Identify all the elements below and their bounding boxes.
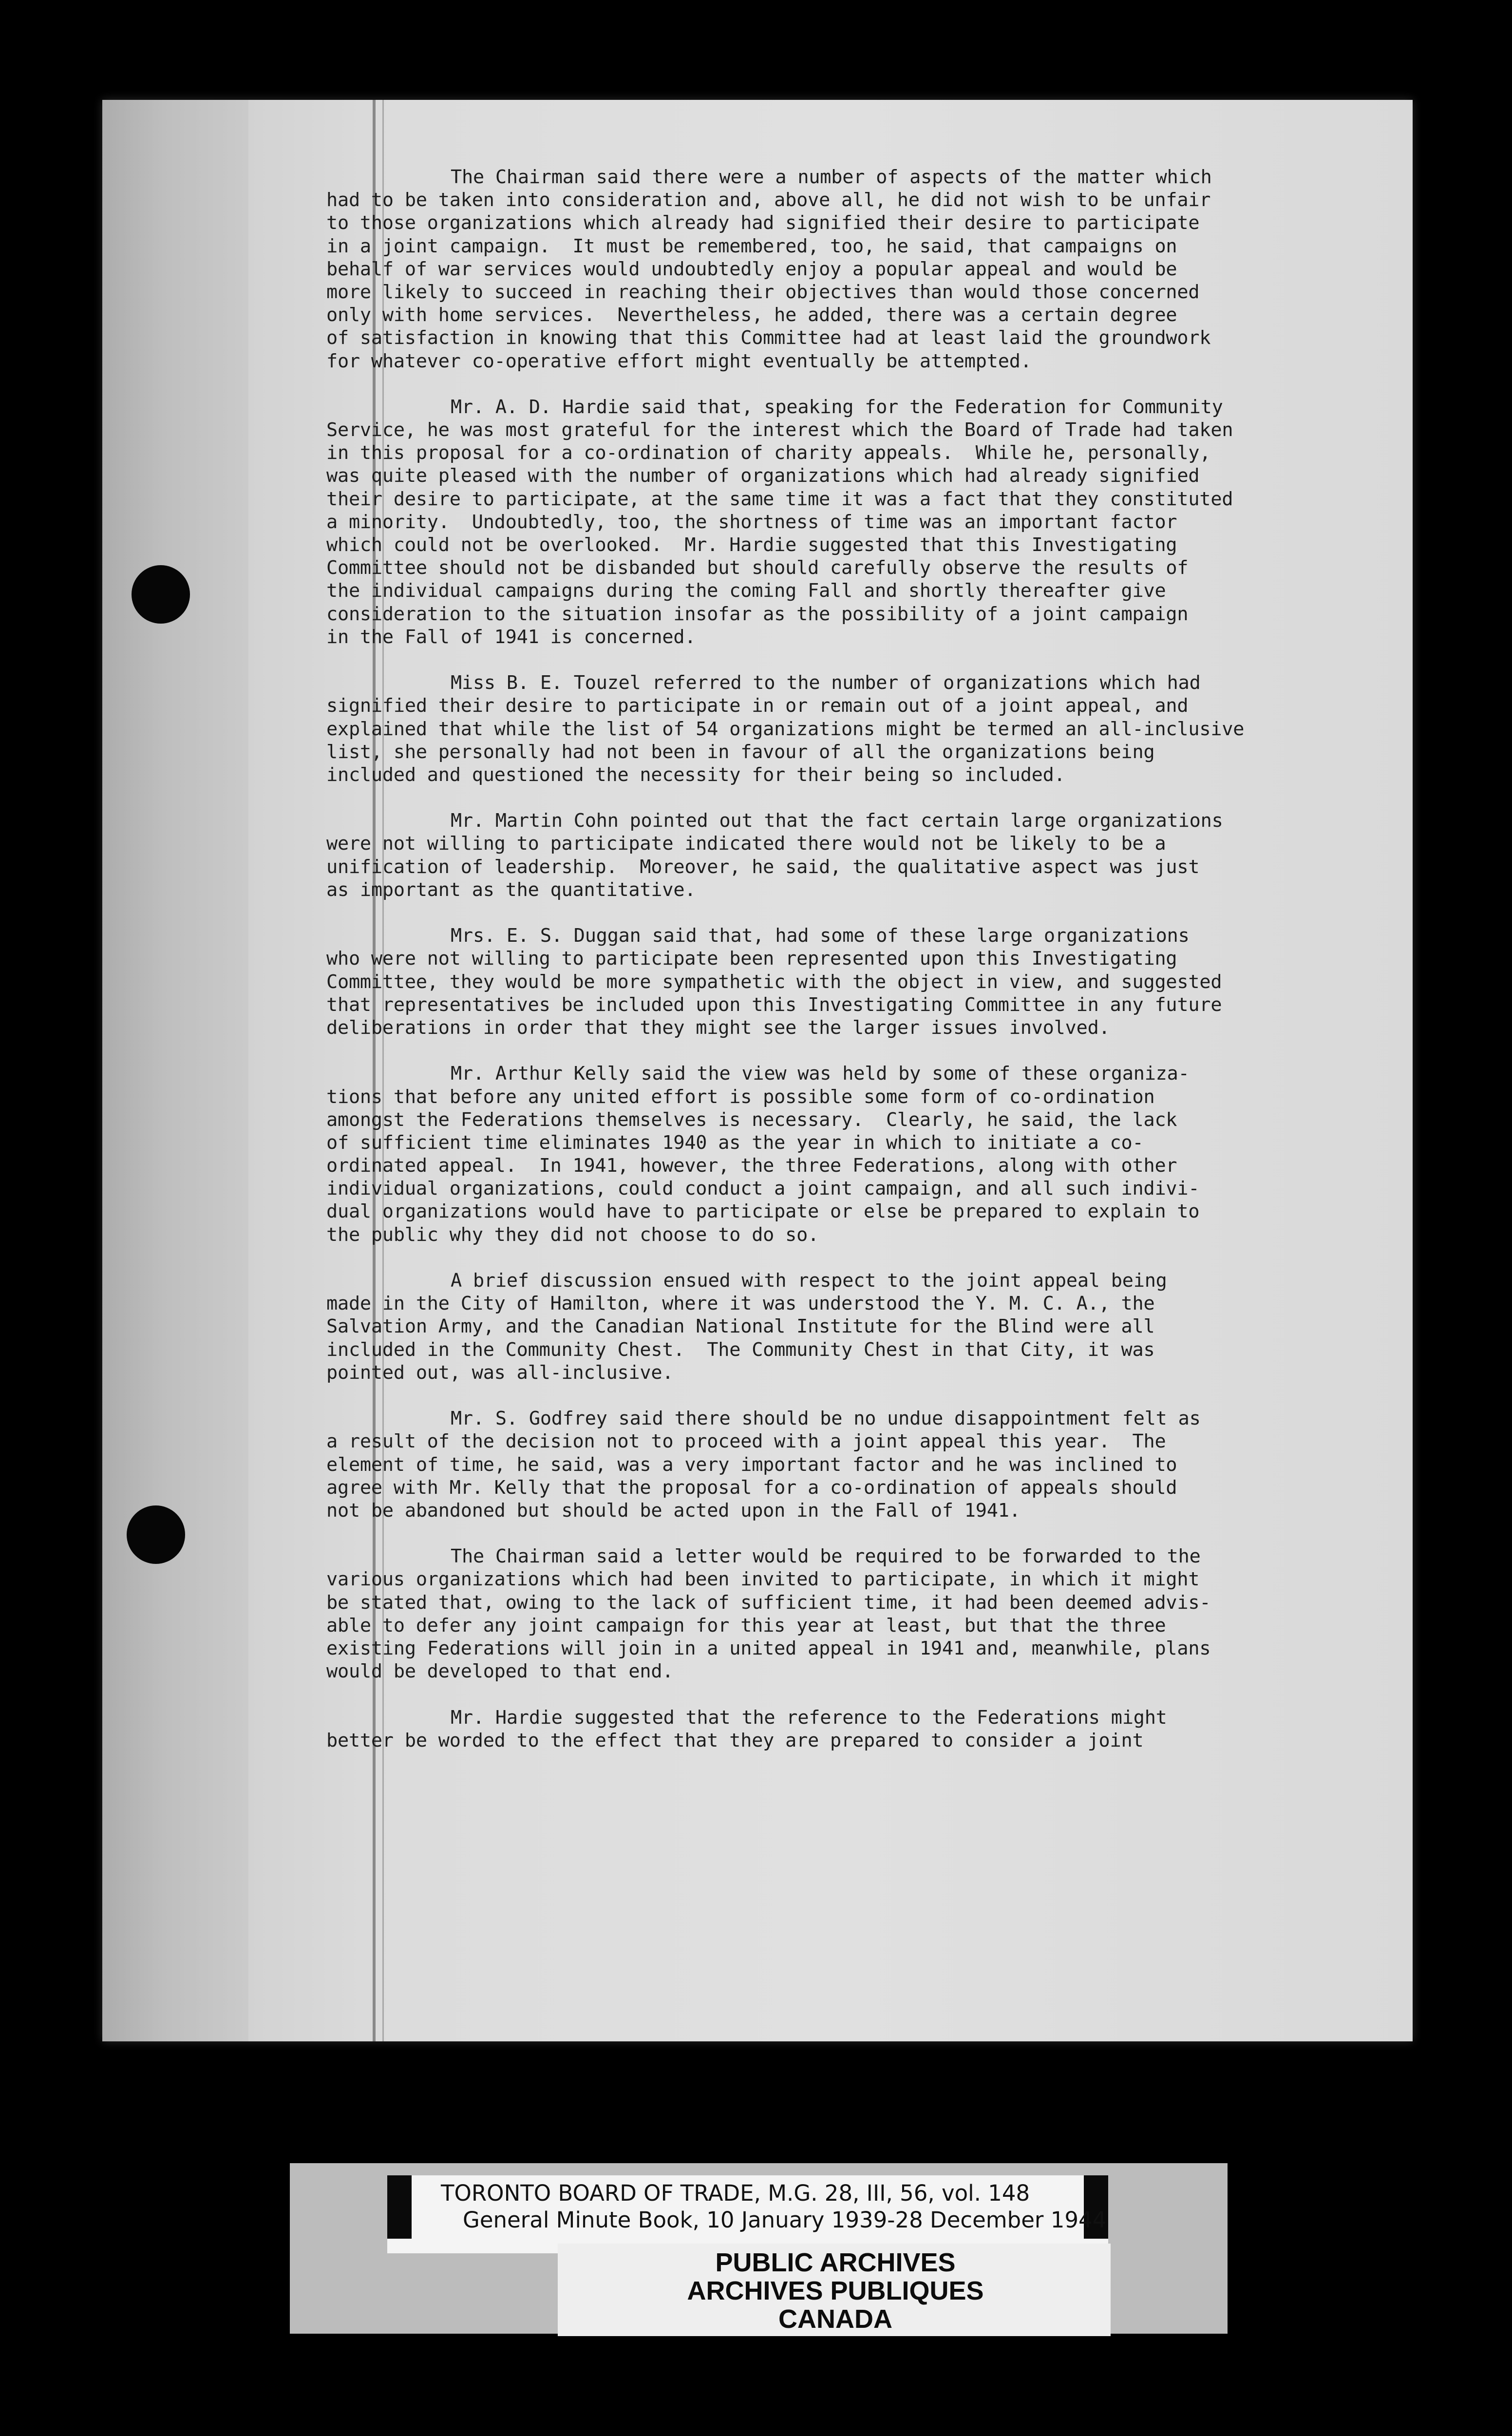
text-line: consideration to the situation insofar as the possibility of a joint campaign: [326, 603, 1189, 625]
text-line: to those organizations which already had signified their desire to participate: [326, 212, 1200, 234]
page-margin-shadow: [102, 100, 248, 2041]
binder-hole-top: [132, 565, 190, 624]
text-line: a result of the decision not to proceed with a joint appeal this year. The: [326, 1430, 1166, 1453]
text-line: tions that before any united effort is possible some form of co-ordination: [326, 1085, 1155, 1108]
text-line: Committee, they would be more sympathetic with the object in view, and suggested: [326, 971, 1222, 993]
text-line: was quite pleased with the number of organizations which had already signified: [326, 465, 1200, 487]
text-line: as important as the quantitative.: [326, 878, 696, 901]
text-line: Mrs. E. S. Duggan said that, had some of these large organizations: [451, 925, 1190, 947]
text-line: made in the City of Hamilton, where it was understood the Y. M. C. A., the: [326, 1293, 1155, 1315]
archive-reference-line-1: TORONTO BOARD OF TRADE, M.G. 28, III, 56, vol. 148: [441, 2180, 1030, 2206]
text-line: in a joint campaign. It must be remembered, too, he said, that campaigns on: [326, 235, 1177, 257]
archive-name-french: ARCHIVES PUBLIQUES: [687, 2276, 984, 2305]
text-line: agree with Mr. Kelly that the proposal for a co-ordination of appeals should: [326, 1476, 1177, 1499]
text-line: existing Federations will join in a united appeal in 1941 and, meanwhile, plans: [326, 1637, 1211, 1659]
text-line: behalf of war services would undoubtedly enjoy a popular appeal and would be: [326, 258, 1177, 280]
text-line: more likely to succeed in reaching their objectives than would those concerned: [326, 281, 1200, 303]
paragraph: [326, 924, 1383, 1039]
text-line: Mr. A. D. Hardie said that, speaking for the Federation for Community: [451, 396, 1223, 418]
paragraph: [326, 1407, 1383, 1522]
text-line: included in the Community Chest. The Community Chest in that City, it was: [326, 1338, 1155, 1361]
text-line: A brief discussion ensued with respect to the joint appeal being: [451, 1270, 1167, 1292]
text-line: element of time, he said, was a very important factor and he was inclined to: [326, 1453, 1177, 1476]
text-line: list, she personally had not been in favour of all the organizations being: [326, 741, 1155, 763]
text-line: Service, he was most grateful for the interest which the Board of Trade had taken: [326, 419, 1233, 441]
text-line: the public why they did not choose to do so.: [326, 1223, 819, 1246]
text-line: had to be taken into consideration and, above all, he did not wish to be unfair: [326, 189, 1211, 211]
text-line: of satisfaction in knowing that this Committee had at least laid the groundwork: [326, 327, 1211, 349]
archive-name-country: CANADA: [778, 2304, 892, 2334]
text-line: explained that while the list of 54 organizations might be termed an all-inclusive: [326, 718, 1245, 740]
text-line: for whatever co-operative effort might eventually be attempted.: [326, 350, 1032, 372]
text-line: Mr. Arthur Kelly said the view was held by some of these organiza-: [451, 1063, 1190, 1085]
typed-minutes-text: [326, 166, 1383, 1775]
text-line: not be abandoned but should be acted upon in the Fall of 1941.: [326, 1499, 1021, 1522]
paragraph: [326, 1062, 1383, 1246]
text-line: who were not willing to participate been represented upon this Investigating: [326, 948, 1177, 970]
label-tab-left: [387, 2175, 412, 2239]
paragraph: [326, 396, 1383, 648]
text-line: would be developed to that end.: [326, 1660, 674, 1683]
text-line: amongst the Federations themselves is necessary. Clearly, he said, the lack: [326, 1108, 1177, 1131]
text-line: included and questioned the necessity for their being so included.: [326, 763, 1065, 786]
text-line: in the Fall of 1941 is concerned.: [326, 626, 696, 648]
text-line: various organizations which had been invited to participate, in which it might: [326, 1568, 1200, 1591]
paragraph: [326, 1706, 1383, 1752]
text-line: their desire to participate, at the same time it was a fact that they constituted: [326, 488, 1233, 510]
text-line: were not willing to participate indicated there would not be likely to be a: [326, 833, 1166, 855]
binder-hole-bottom: [127, 1505, 185, 1564]
archive-reference-line-2: General Minute Book, 10 January 1939-28 December 1944: [463, 2207, 1107, 2233]
text-line: signified their desire to participate in or remain out of a joint appeal, and: [326, 695, 1189, 717]
paragraph: [326, 809, 1383, 901]
text-line: The Chairman said there were a number of aspects of the matter which: [451, 166, 1212, 188]
text-line: be stated that, owing to the lack of sufficient time, it had been deemed advis-: [326, 1591, 1211, 1614]
paragraph: [326, 671, 1383, 786]
text-line: Salvation Army, and the Canadian National Institute for the Blind were all: [326, 1315, 1155, 1338]
text-line: of sufficient time eliminates 1940 as the year in which to initiate a co-: [326, 1131, 1144, 1154]
text-line: which could not be overlooked. Mr. Hardie suggested that this Investigating: [326, 534, 1177, 556]
text-line: The Chairman said a letter would be required to be forwarded to the: [451, 1545, 1201, 1568]
text-line: in this proposal for a co-ordination of charity appeals. While he, personally,: [326, 442, 1211, 464]
text-line: dual organizations would have to participate or else be prepared to explain to: [326, 1200, 1200, 1223]
text-line: only with home services. Nevertheless, he added, there was a certain degree: [326, 304, 1177, 326]
text-line: Mr. Martin Cohn pointed out that the fact certain large organizations: [451, 810, 1223, 832]
text-line: better be worded to the effect that they are prepared to consider a joint: [326, 1729, 1144, 1751]
text-line: a minority. Undoubtedly, too, the shortness of time was an important factor: [326, 511, 1177, 533]
text-line: Committee should not be disbanded but should carefully observe the results of: [326, 557, 1189, 579]
archive-name-english: PUBLIC ARCHIVES: [715, 2248, 956, 2277]
paragraph: [326, 1545, 1383, 1683]
text-line: unification of leadership. Moreover, he said, the qualitative aspect was just: [326, 856, 1200, 878]
text-line: individual organizations, could conduct a joint campaign, and all such indivi-: [326, 1178, 1200, 1200]
text-line: that representatives be included upon this Investigating Committee in any future: [326, 993, 1222, 1016]
paragraph: [326, 1269, 1383, 1384]
text-line: the individual campaigns during the coming Fall and shortly thereafter give: [326, 580, 1166, 602]
text-line: able to defer any joint campaign for this year at least, but that the three: [326, 1614, 1166, 1637]
paragraph: [326, 166, 1383, 373]
text-line: pointed out, was all-inclusive.: [326, 1361, 674, 1384]
text-line: ordinated appeal. In 1941, however, the three Federations, along with other: [326, 1155, 1177, 1177]
text-line: deliberations in order that they might see the larger issues involved.: [326, 1016, 1110, 1039]
text-line: Miss B. E. Touzel referred to the number of organizations which had: [451, 672, 1201, 694]
text-line: Mr. S. Godfrey said there should be no undue disappointment felt as: [451, 1408, 1201, 1430]
text-line: Mr. Hardie suggested that the reference to the Federations might: [451, 1706, 1167, 1729]
